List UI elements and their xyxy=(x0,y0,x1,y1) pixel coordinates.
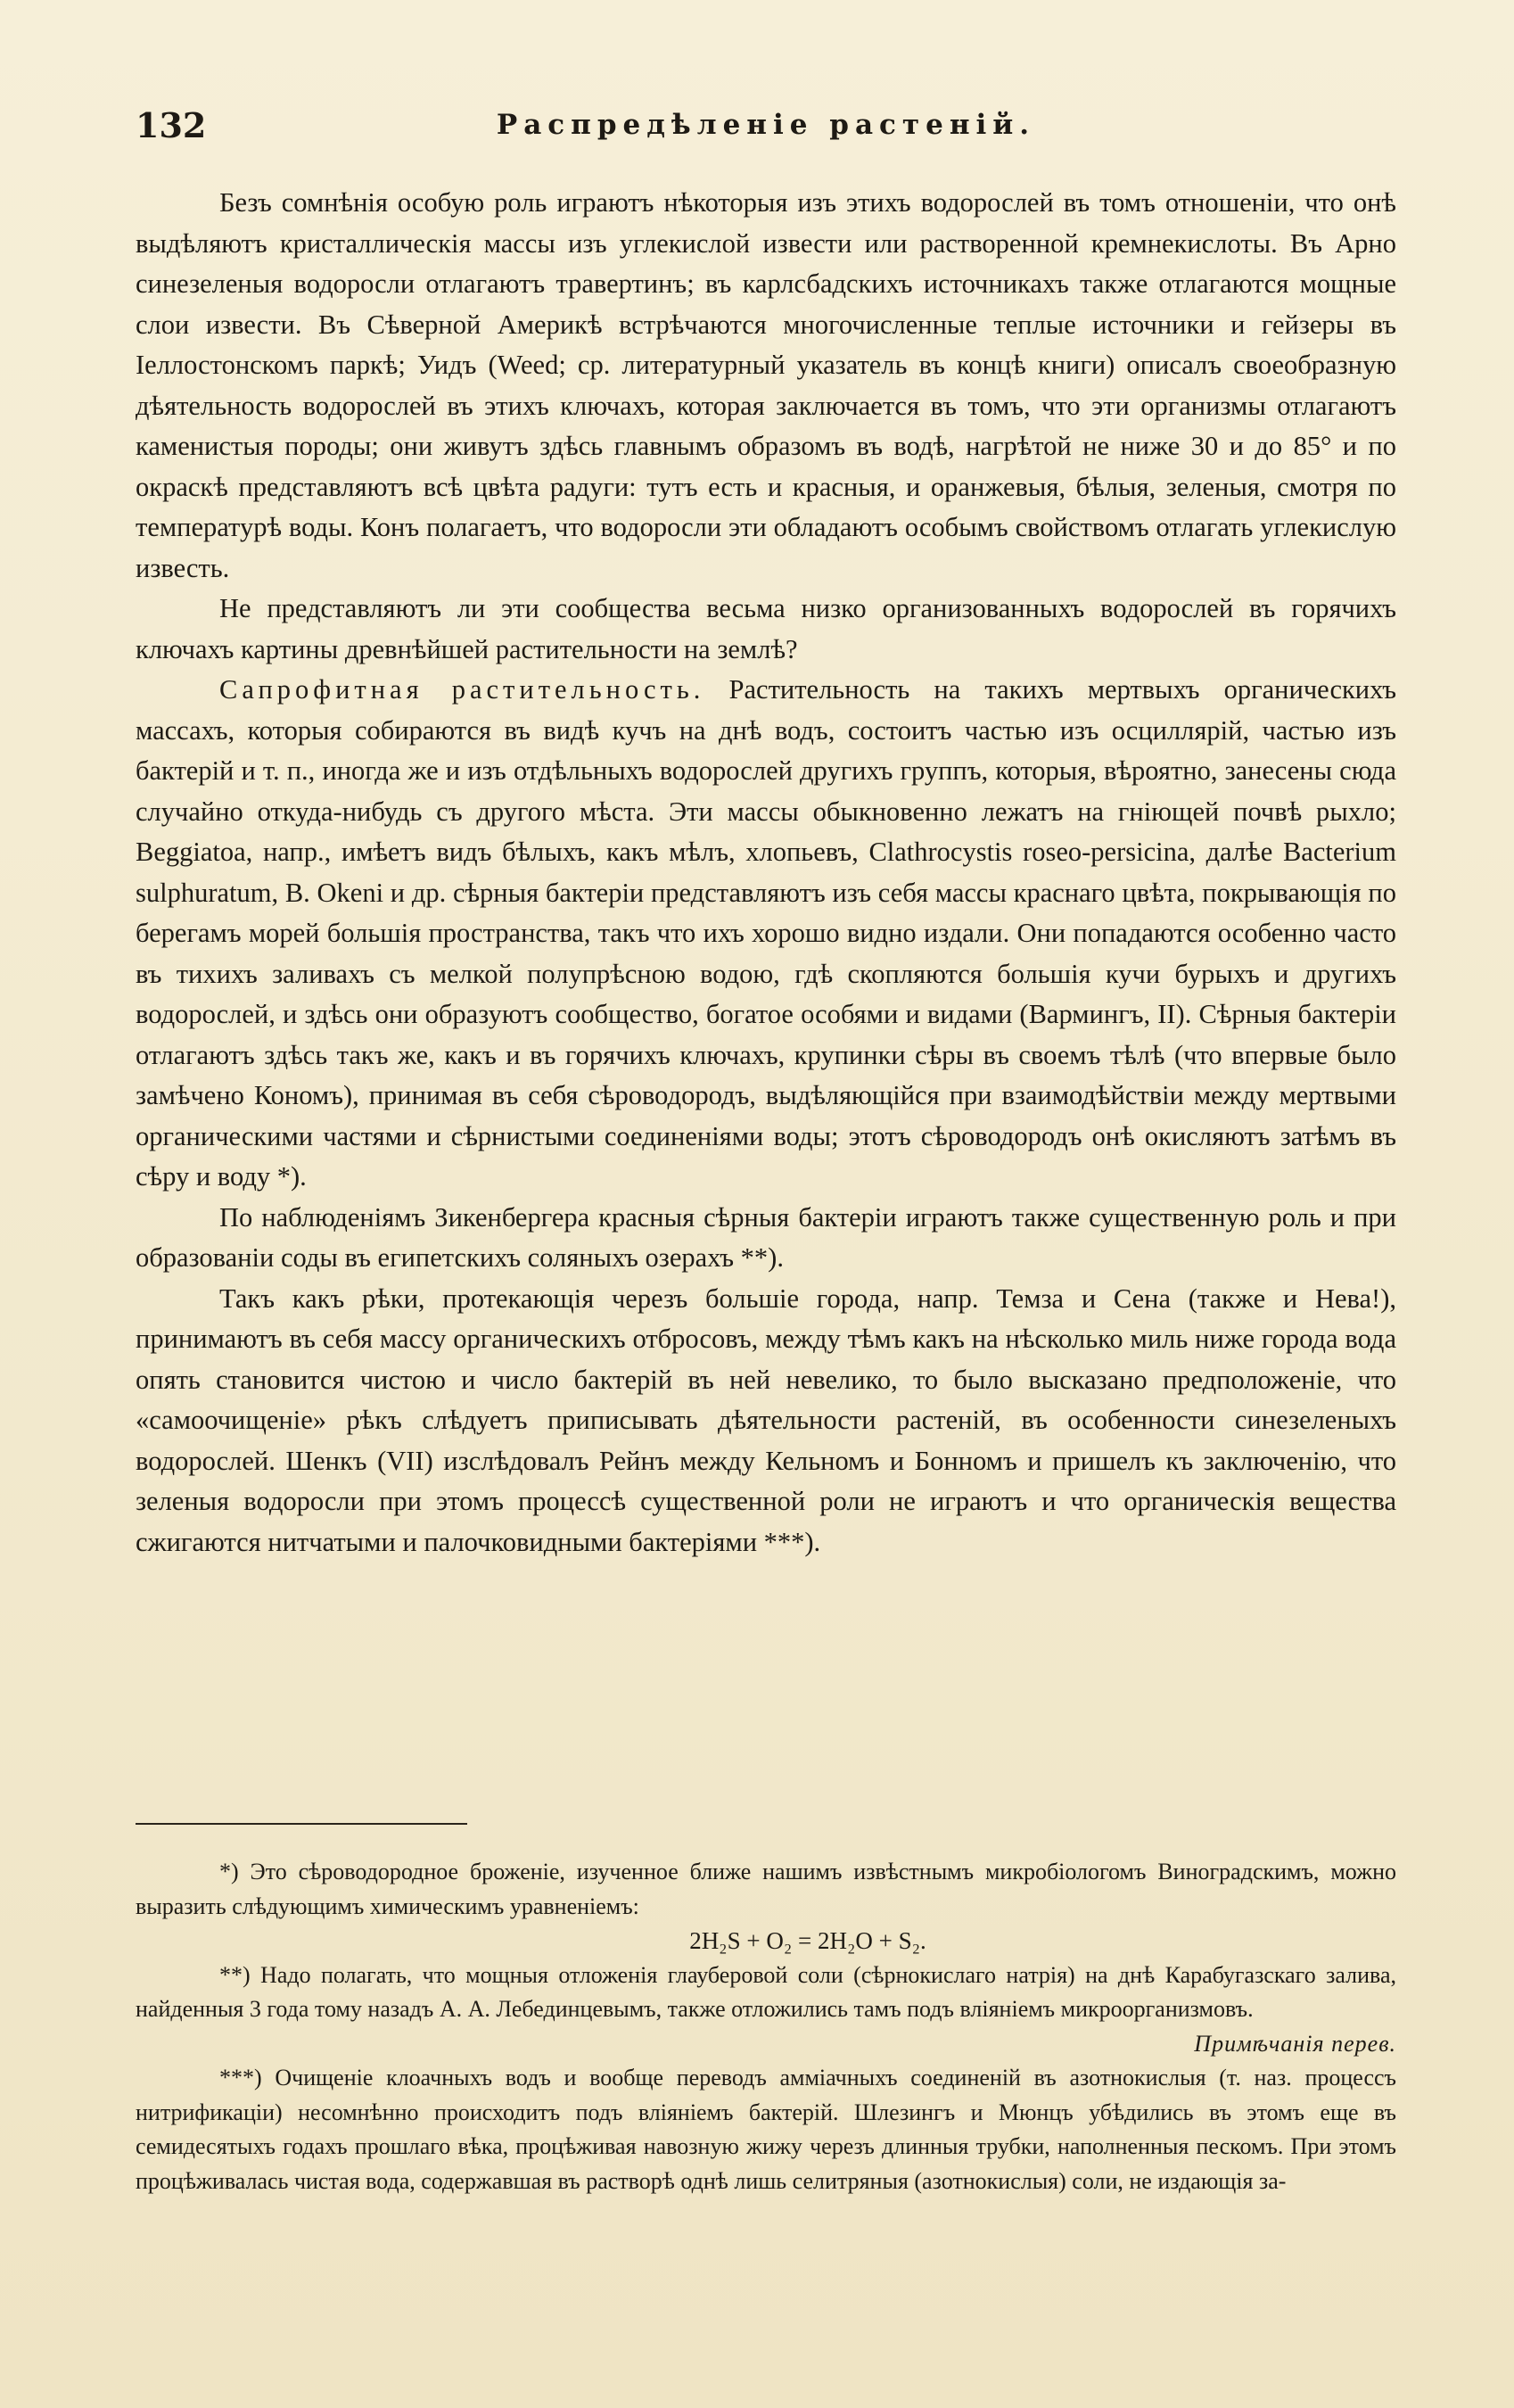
chemical-formula: 2H₂S + O₂ = 2H₂O + S₂. xyxy=(689,1927,926,1954)
section-lead: Сапрофитная растительность. xyxy=(219,674,705,705)
page-number: 132 xyxy=(136,105,207,145)
footnote-2-text: **) Надо полагать, что мощныя отложенія глауберовой соли (сѣрнокислаго натрія) на днѣ Карабугазскаго залива, найденныя 3 года тому назадъ А. А. Лебединцевымъ, также отложились тамъ подъ вліяніемъ микроорганизмовъ. xyxy=(136,1961,1396,2022)
footnote-1: *) Это сѣроводородное броженіе, изученное ближе нашимъ извѣстнымъ микробіологомъ Виноградскимъ, можно выразить слѣдующимъ химическимъ уравненіемъ: xyxy=(136,1859,1396,1919)
paragraph xyxy=(136,183,1396,589)
running-title: Распредѣленіе растеній. xyxy=(496,109,1036,141)
footnote-3: ***) Очищеніе клоачныхъ водъ и вообще переводъ амміачныхъ соединеній въ азотнокислыя (т. наз. процессъ нитрификаціи) несомнѣнно происходитъ подъ вліяніемъ бактерій. Шлезингъ и Мюнцъ убѣдились въ этомъ еще въ семидесятыхъ годахъ прошлаго вѣка, процѣживая навозную жижу черезъ длинныя трубки, наполненныя пескомъ. При этомъ процѣживалась чистая вода, содержавшая въ растворѣ однѣ лишь селитряныя (азотнокислыя) соли, не издающія за- xyxy=(136,2065,1396,2194)
footnote-2 xyxy=(136,1959,1396,2057)
footnote-divider xyxy=(136,1823,467,1825)
paragraph xyxy=(136,1279,1396,1563)
translator-note-sign: Примѣчанія перев. xyxy=(1194,2030,1396,2057)
page-header xyxy=(136,105,1396,159)
paragraph-text: По наблюденіямъ Зикенбергера красныя сѣрныя бактеріи играютъ также существенную роль и при образованіи соды въ египетскихъ соляныхъ озерахъ **). xyxy=(136,1201,1396,1273)
paragraph xyxy=(136,589,1396,670)
main-text xyxy=(136,183,1396,1563)
paragraph-text: Такъ какъ рѣки, протекающія черезъ большіе города, напр. Темза и Сена (также и Нева!), принимаютъ въ себя массу органическихъ отбросовъ, между тѣмъ какъ на нѣсколько миль ниже города вода опять становится чистою и число бактерій въ ней невелико, то было высказано предположеніе, что «самоочищеніе» рѣкъ слѣдуетъ приписывать дѣятельности растеній, въ особенности синезеленыхъ водорослей. Шенкъ (VII) изслѣдовалъ Рейнъ между Кельномъ и Бонномъ и пришелъ къ заключенію, что зеленыя водоросли при этомъ процессѣ существенной роли не играютъ и что органическія вещества сжигаются нитчатыми и палочковидными бактеріями ***). xyxy=(136,1282,1396,1557)
paragraph xyxy=(136,1198,1396,1279)
paragraph-text: Безъ сомнѣнія особую роль играютъ нѣкоторыя изъ этихъ водорослей въ томъ отношеніи, что онѣ выдѣляютъ кристаллическія массы изъ углекислой извести или растворенной кремнекислоты. Въ Арно синезеленыя водоросли отлагаютъ травертинъ; въ карлсбадскихъ источникахъ также отлагаются мощные слои извести. Въ Сѣверной Америкѣ встрѣчаются многочисленные теплые источники и гейзеры въ Іеллостонскомъ паркѣ; Уидъ (Weed; ср. литературный указатель въ концѣ книги) описалъ своеобразную дѣятельность водорослей въ этихъ ключахъ, которая заключается въ томъ, что эти организмы отлагаютъ каменистыя породы; они живутъ здѣсь главнымъ образомъ въ водѣ, нагрѣтой не ниже 30 и до 85° и по окраскѣ представляютъ всѣ цвѣта радуги: тутъ есть и красныя, и оранжевыя, бѣлыя, зеленыя, смотря по температурѣ воды. Конъ полагаетъ, что водоросли эти обладаютъ особымъ свойствомъ отлагать углекислую известь. xyxy=(136,187,1396,583)
paragraph xyxy=(136,670,1396,1198)
paragraph-text: Растительность на такихъ мертвыхъ органическихъ массахъ, которыя собираются въ видѣ кучъ на днѣ водъ, состоитъ частью изъ осциллярій, частью изъ бактерій и т. п., иногда же и изъ отдѣльныхъ водорослей другихъ группъ, которыя, вѣроятно, занесены сюда случайно откуда-нибудь съ другого мѣста. Эти массы обыкновенно лежатъ на гніющей почвѣ рыхло; Beggiatoa, напр., имѣетъ видъ бѣлыхъ, какъ мѣлъ, хлопьевъ, Clathrocystis roseo-persicina, далѣе Bacterium sulphuratum, B. Okeni и др. сѣрныя бактеріи представляютъ изъ себя массы краснаго цвѣта, покрывающія по берегамъ морей большія пространства, такъ что ихъ хорошо видно издали. Они попадаются особенно часто въ тихихъ заливахъ съ мелкой полупрѣсною водою, гдѣ скопляются большія кучи бурыхъ и другихъ водорослей, и здѣсь они образуютъ сообщество, богатое особями и видами (Вармингъ, II). Сѣрныя бактеріи отлагаютъ здѣсь такъ же, какъ и въ горячихъ ключахъ, крупинки сѣры въ своемъ тѣлѣ (что впервые было замѣчено Кономъ), принимая въ себя сѣроводородъ, выдѣляющійся при взаимодѣйствіи между мертвыми органическими частями и сѣрнистыми соединеніями воды; этотъ сѣроводородъ онѣ окисляютъ затѣмъ въ сѣру и воду *). xyxy=(136,674,1396,1192)
paragraph-text: Не представляютъ ли эти сообщества весьма низко организованныхъ водорослей въ горячихъ ключахъ картины древнѣйшей растительности на землѣ? xyxy=(136,593,1396,664)
footnotes xyxy=(136,1855,1396,2198)
